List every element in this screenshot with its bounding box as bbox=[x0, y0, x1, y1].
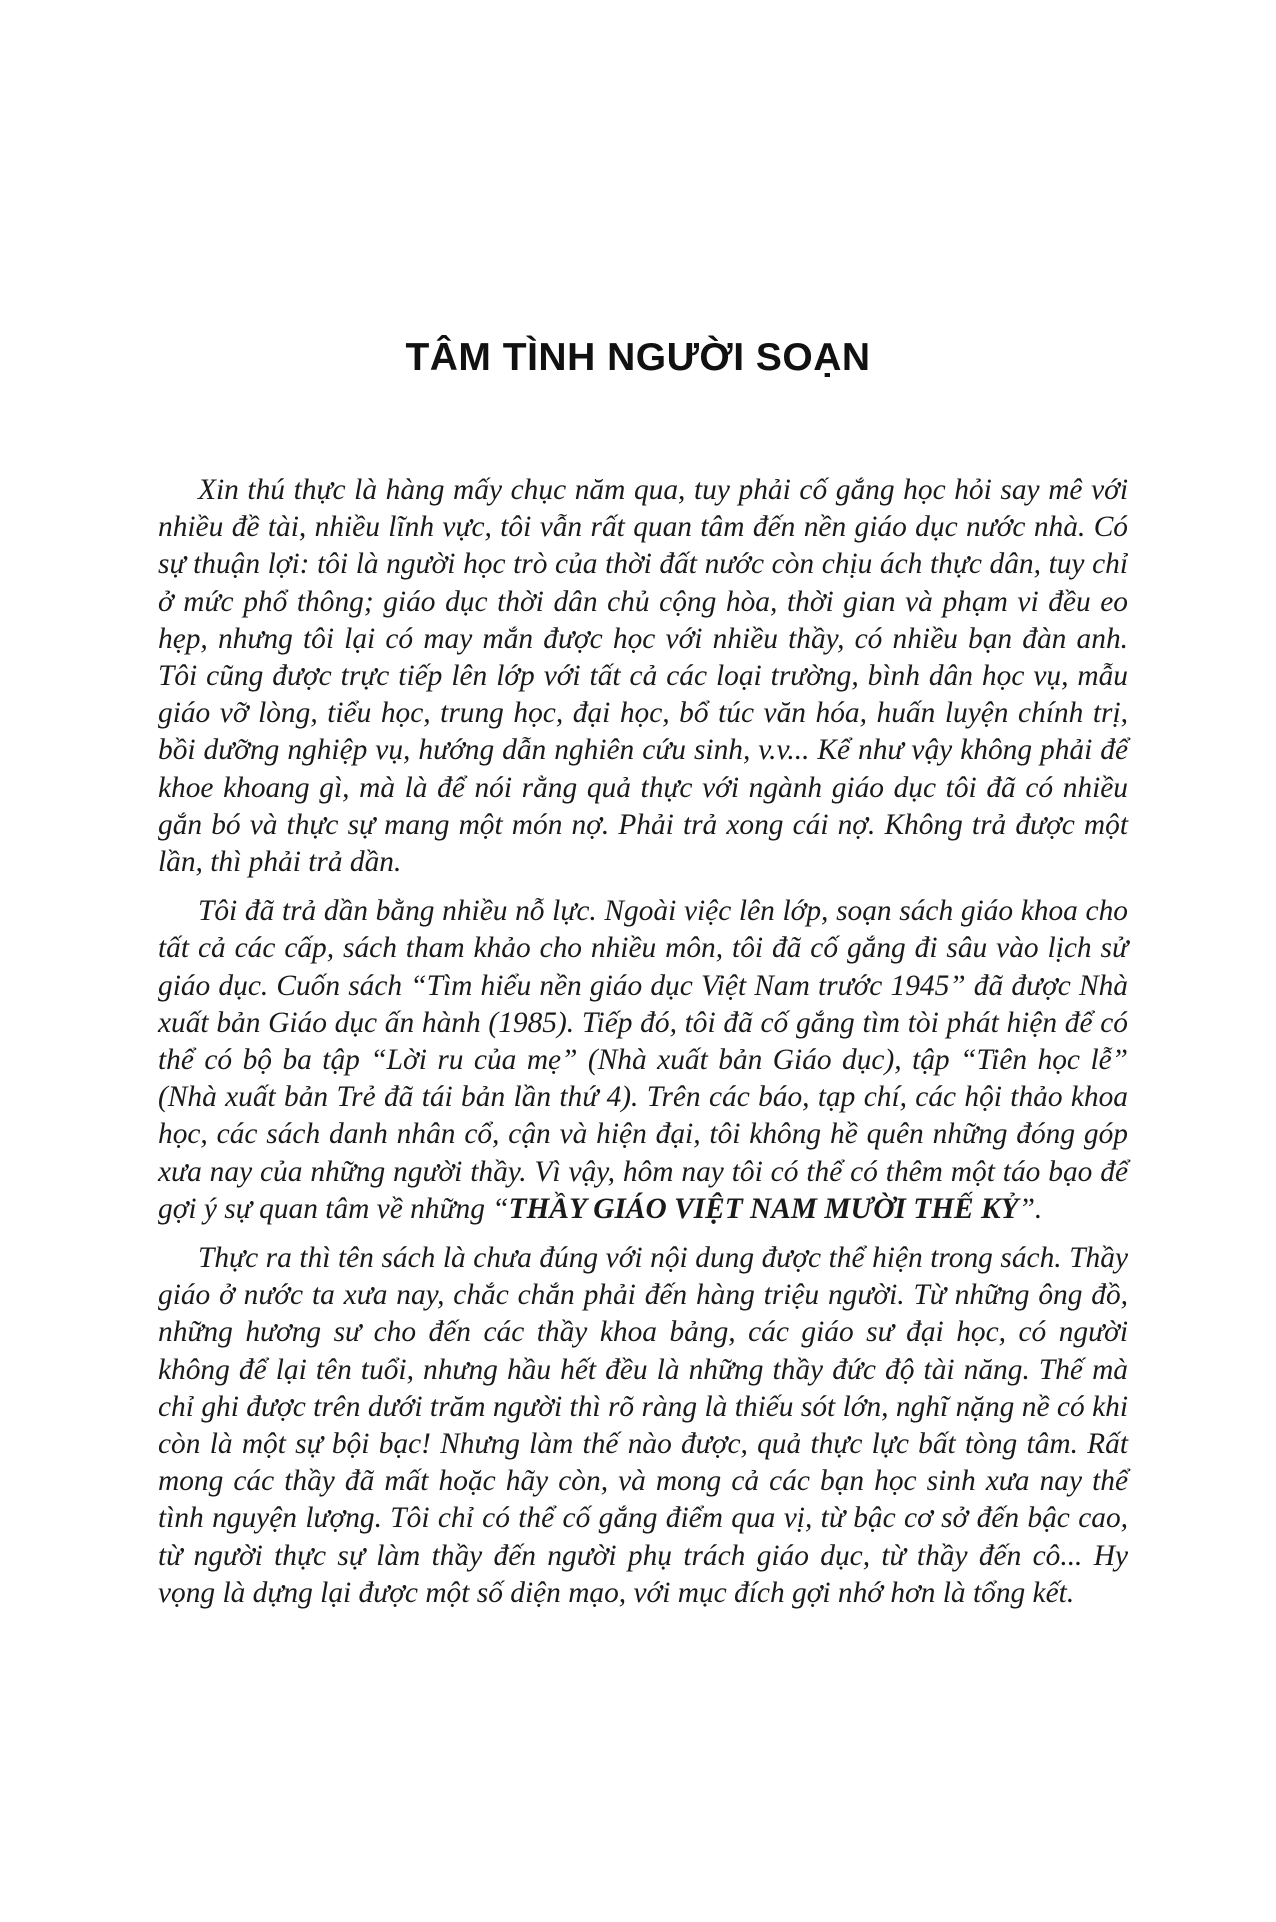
preface-body bbox=[158, 472, 1128, 1612]
paragraph-1: Xin thú thực là hàng mấy chục năm qua, tuy phải cố gắng học hỏi say mê với nhiều đề tài, nhiều lĩnh vực, tôi vẫn rất quan tâm đến nền giáo dục nước nhà. Có sự thuận lợi: tôi là người học trò của thời đất nước còn chịu ách thực dân, tuy chỉ ở mức phổ thông; giáo dục thời dân chủ cộng hòa, thời gian và phạm vi đều eo hẹp, nhưng tôi lại có may mắn được học với nhiều thầy, có nhiều bạn đàn anh. Tôi cũng được trực tiếp lên lớp với tất cả các loại trường, bình dân học vụ, mẫu giáo vỡ lòng, tiểu học, trung học, đại học, bổ túc văn hóa, huấn luyện chính trị, bồi dưỡng nghiệp vụ, hướng dẫn nghiên cứu sinh, v.v... Kể như vậy không phải để khoe khoang gì, mà là để nói rằng quả thực với ngành giáo dục tôi đã có nhiều gắn bó và thực sự mang một món nợ. Phải trả xong cái nợ. Không trả được một lần, thì phải trả dần. bbox=[158, 474, 1128, 879]
page-title: TÂM TÌNH NGƯỜI SOẠN bbox=[405, 336, 871, 379]
paragraph-2-text: Tôi đã trả dần bằng nhiều nỗ lực. Ngoài việc lên lớp, soạn sách giáo khoa cho tất cả các cấp, sách tham khảo cho nhiều môn, tôi đã cố gắng đi sâu vào lịch sử giáo dục. Cuốn sách “Tìm hiểu nền giáo dục Việt Nam trước 1945” đã được Nhà xuất bản Giáo dục ấn hành (1985). Tiếp đó, tôi đã cố gắng tìm tòi phát hiện để có thể có bộ ba tập “Lời ru của mẹ” (Nhà xuất bản Giáo dục), tập “Tiên học lễ” (Nhà xuất bản Trẻ đã tái bản lần thứ 4). Trên các báo, tạp chí, các hội thảo khoa học, các sách danh nhân cổ, cận và hiện đại, tôi không hề quên những đóng góp xưa nay của những người thầy. Vì vậy, hôm nay tôi có thể có thêm một táo bạo để gợi ý sự quan tâm về những “ bbox=[158, 895, 1128, 1225]
paragraph-3: Thực ra thì tên sách là chưa đúng với nội dung được thể hiện trong sách. Thầy giáo ở nước ta xưa nay, chắc chắn phải đến hàng triệu người. Từ những ông đồ, những hương sư cho đến các thầy khoa bảng, các giáo sư đại học, có người không để lại tên tuổi, nhưng hầu hết đều là những thầy đức độ tài năng. Thế mà chỉ ghi được trên dưới trăm người thì rõ ràng là thiếu sót lớn, nghĩ nặng nề có khi còn là một sự bội bạc! Nhưng làm thế nào được, quả thực lực bất tòng tâm. Rất mong các thầy đã mất hoặc hãy còn, và mong cả các bạn học sinh xưa nay thể tình nguyện lượng. Tôi chỉ có thể cố gắng điểm qua vị, từ bậc cơ sở đến bậc cao, từ người thực sự làm thầy đến người phụ trách giáo dục, từ thầy đến cô... Hy vọng là dựng lại được một số diện mạo, với mục đích gợi nhớ hơn là tổng kết. bbox=[158, 1242, 1128, 1609]
paragraph-2 bbox=[158, 893, 1128, 1228]
paragraph-2-closing: ”. bbox=[1018, 1192, 1043, 1225]
book-title-emphasis: THẦY GIÁO VIỆT NAM MƯỜI THẾ KỶ bbox=[508, 1192, 1019, 1225]
